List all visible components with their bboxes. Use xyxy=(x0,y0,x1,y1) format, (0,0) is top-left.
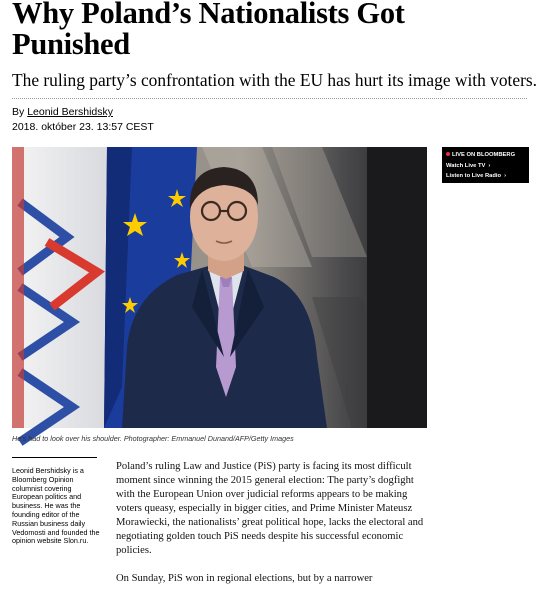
flag-left xyxy=(12,147,107,442)
paragraph: Poland’s ruling Law and Justice (PiS) party is facing its most difficult moment since winning the 2015 general election: The party’s dogfight with the European Union over judicial reforms appears to be making voters queasy, especially in bigger cities, and Prime Minister Mateusz Morawiecki, the nationalists’ great political hope, lacks the electoral and negotiating golden touch PiS needs despite his successful economic policies. xyxy=(116,461,424,556)
watch-live-tv-label: Watch Live TV xyxy=(446,162,486,169)
bio-divider xyxy=(12,457,97,458)
article-body xyxy=(116,460,428,600)
paragraph: On Sunday, PiS won in regional elections, but by a narrower xyxy=(116,573,373,584)
photo-caption: He’s had to look over his shoulder. Photographer: Emmanuel Dunand/AFP/Getty Images xyxy=(12,434,294,443)
chevron-right-icon: › xyxy=(488,162,491,169)
live-label: LIVE ON BLOOMBERG xyxy=(452,152,516,158)
author-link[interactable]: Leonid Bershidsky xyxy=(27,106,113,118)
article-headline: Why Poland’s Nationalists Got Punished xyxy=(12,0,405,61)
live-label-row xyxy=(446,150,529,161)
article-dek: The ruling party’s confrontation with the EU has hurt its image with voters. xyxy=(12,70,537,90)
byline-prefix: By xyxy=(12,106,25,118)
chevron-right-icon: › xyxy=(504,173,507,179)
lead-photo-illustration xyxy=(12,147,427,428)
live-indicator-dot xyxy=(446,152,450,156)
listen-live-radio-label: Listen to Live Radio xyxy=(446,173,502,179)
author-bio: Leonid Bershidsky is a Bloomberg Opinion columnist covering European politics and business. He was the founding editor of the Russian business daily Vedomosti and founded the opinion website Slon.ru. xyxy=(12,466,100,546)
watch-live-tv-link[interactable] xyxy=(446,161,529,172)
lead-photo xyxy=(12,147,427,428)
byline xyxy=(12,105,113,119)
dek-divider xyxy=(12,98,527,99)
listen-live-radio-link[interactable] xyxy=(446,171,529,182)
publish-date: 2018. október 23. 13:57 CEST xyxy=(12,121,154,133)
live-bloomberg-widget xyxy=(442,147,529,183)
